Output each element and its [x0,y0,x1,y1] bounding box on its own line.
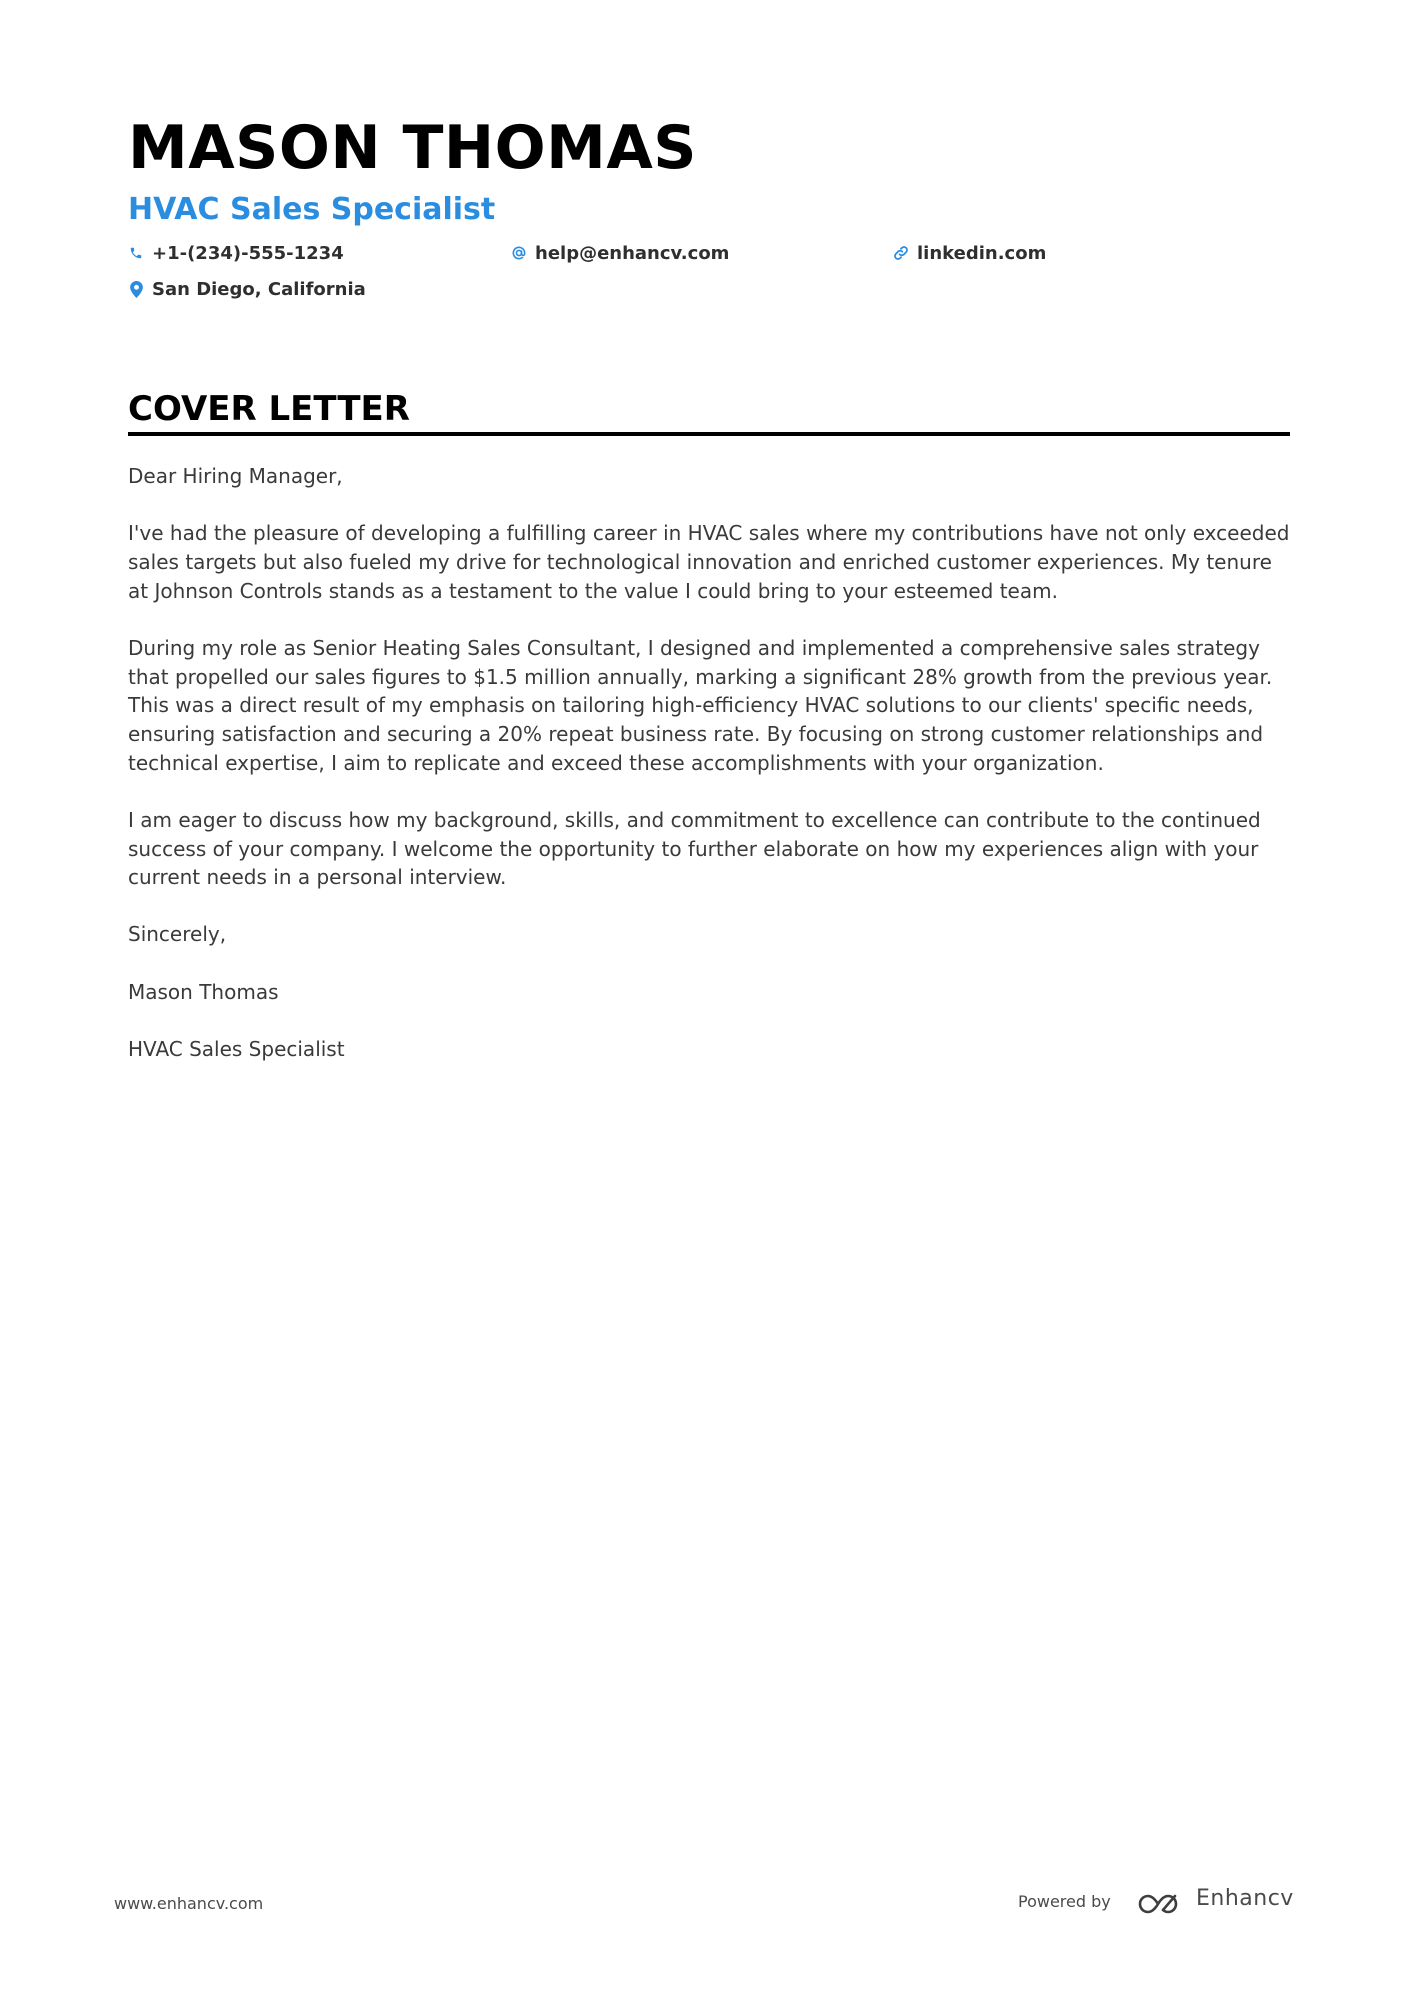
letter-body [128,462,1290,1092]
letter-closing: Sincerely, [128,922,227,947]
signature-title: HVAC Sales Specialist [128,1036,345,1061]
phone-icon [128,244,144,262]
contact-email[interactable] [511,240,729,266]
linkedin-text: linkedin.com [917,242,1047,264]
location-text: San Diego, California [152,278,366,300]
letter-paragraph: I am eager to discuss how my background, skills, and commitment to excellence can contribute to the continued success of your company. I welcome the opportunity to further elaborate on how my experiences align with your current needs in a personal interview. [128,807,1261,890]
candidate-name: MASON THOMAS [128,113,697,183]
letter-paragraph: I've had the pleasure of developing a fulfilling career in HVAC sales where my contributions have not only exceeded sales targets but also fueled my drive for technological innovation and enriched customer experiences. My tenure at Johnson Controls stands as a testament to the value I could bring to your esteemed team. [128,521,1290,603]
link-icon [893,244,909,262]
letter-salutation: Dear Hiring Manager, [128,464,343,488]
section-divider [128,432,1290,436]
email-text: help@enhancv.com [535,242,730,264]
footer-website-link[interactable]: www.enhancv.com [114,1894,264,1913]
powered-by-label: Powered by [1018,1892,1111,1911]
candidate-title: HVAC Sales Specialist [128,192,496,227]
contact-phone [128,240,344,266]
contact-linkedin[interactable] [893,240,1046,266]
contact-location [128,276,366,302]
enhancv-brand-name: Enhancv [1196,1886,1294,1911]
at-icon [511,244,527,262]
enhancv-logo-icon [1138,1890,1184,1918]
letter-paragraph: During my role as Senior Heating Sales Consultant, I designed and implemented a comprehensive sales strategy that propelled our sales figures to $1.5 million annually, marking a significant 28% growth from the previous year. This was a direct result of my emphasis on tailoring high-efficiency HVAC solutions to our clients' specific needs, ensuring satisfaction and securing a 20% repeat business rate. By focusing on strong customer relationships and technical expertise, I aim to replicate and exceed these accomplishments with your organization. [128,635,1273,775]
section-title-cover-letter: COVER LETTER [128,389,410,429]
map-pin-icon [128,280,144,298]
phone-text: +1-(234)-555-1234 [152,242,344,264]
signature-name: Mason Thomas [128,979,279,1004]
